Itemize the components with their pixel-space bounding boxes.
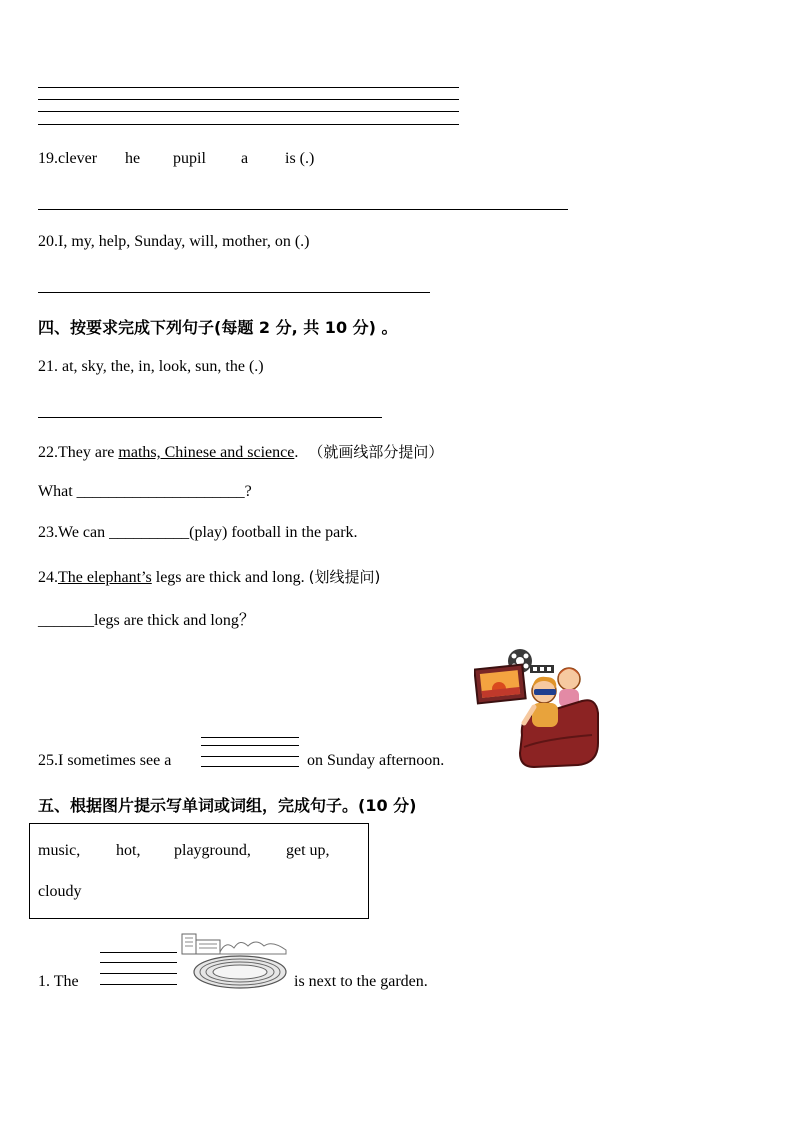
answer-line[interactable] — [100, 984, 177, 985]
answer-line — [38, 111, 459, 112]
question-text: . — [294, 444, 299, 461]
question-5-1-suffix: is next to the garden. — [294, 973, 428, 990]
word-bank-item: get up, — [286, 842, 330, 859]
question-25-suffix: on Sunday afternoon. — [307, 752, 445, 769]
scrambled-word: a — [241, 150, 249, 167]
scrambled-word: he — [125, 150, 141, 167]
answer-line[interactable] — [201, 745, 299, 746]
answer-line — [38, 124, 459, 125]
answer-line — [38, 87, 459, 88]
question-24 — [38, 566, 380, 587]
question-number: 19. — [38, 150, 58, 167]
question-text: legs are thick and long. — [151, 569, 309, 586]
question-20: 20.I, my, help, Sunday, will, mother, on (.) — [38, 233, 310, 250]
word-bank-item: playground, — [174, 842, 251, 859]
answer-line[interactable] — [100, 973, 177, 974]
word-bank-row — [38, 842, 330, 860]
section-4-heading: 四、按要求完成下列句子(每题 2 分, 共 10 分) 。 — [38, 318, 398, 337]
question-19 — [38, 150, 314, 168]
answer-line[interactable] — [201, 766, 299, 767]
answer-line[interactable] — [38, 209, 568, 210]
question-25-prefix: 25.I sometimes see a — [38, 752, 172, 769]
underlined-phrase: The elephant’s — [58, 569, 152, 586]
instruction-note: (划线提问) — [308, 568, 381, 586]
scrambled-word: is (.) — [285, 150, 315, 167]
word-bank-item: music, — [38, 842, 81, 859]
answer-line[interactable] — [100, 962, 177, 963]
word-bank-box — [29, 823, 369, 919]
question-23: 23.We can __________(play) football in the park. — [38, 524, 358, 541]
cinema-illustration — [474, 647, 600, 771]
question-22 — [38, 441, 443, 462]
answer-prompt[interactable]: What _____________________? — [38, 483, 252, 500]
question-text: They are — [58, 444, 119, 461]
scrambled-word: clever — [58, 150, 98, 167]
answer-line[interactable] — [38, 417, 382, 418]
scrambled-word: pupil — [173, 150, 206, 167]
answer-line[interactable] — [38, 292, 430, 293]
word-bank-item: cloudy — [38, 883, 82, 900]
question-21: 21. at, sky, the, in, look, sun, the (.) — [38, 358, 264, 375]
answer-prompt[interactable]: _______legs are thick and long？ — [38, 612, 255, 629]
instruction-note: （就画线部分提问） — [308, 443, 444, 461]
answer-line — [38, 99, 459, 100]
playground-illustration — [178, 930, 288, 992]
answer-line[interactable] — [201, 737, 299, 738]
question-5-1-prefix: 1. The — [38, 973, 79, 990]
answer-line[interactable] — [201, 756, 299, 757]
underlined-phrase: maths, Chinese and science — [118, 444, 295, 461]
word-bank-item: hot, — [116, 842, 141, 859]
section-5-heading: 五、根据图片提示写单词或词组，完成句子。(10 分) — [38, 796, 417, 815]
answer-line[interactable] — [100, 952, 177, 953]
question-number: 24. — [38, 569, 58, 586]
question-number: 22. — [38, 444, 58, 461]
